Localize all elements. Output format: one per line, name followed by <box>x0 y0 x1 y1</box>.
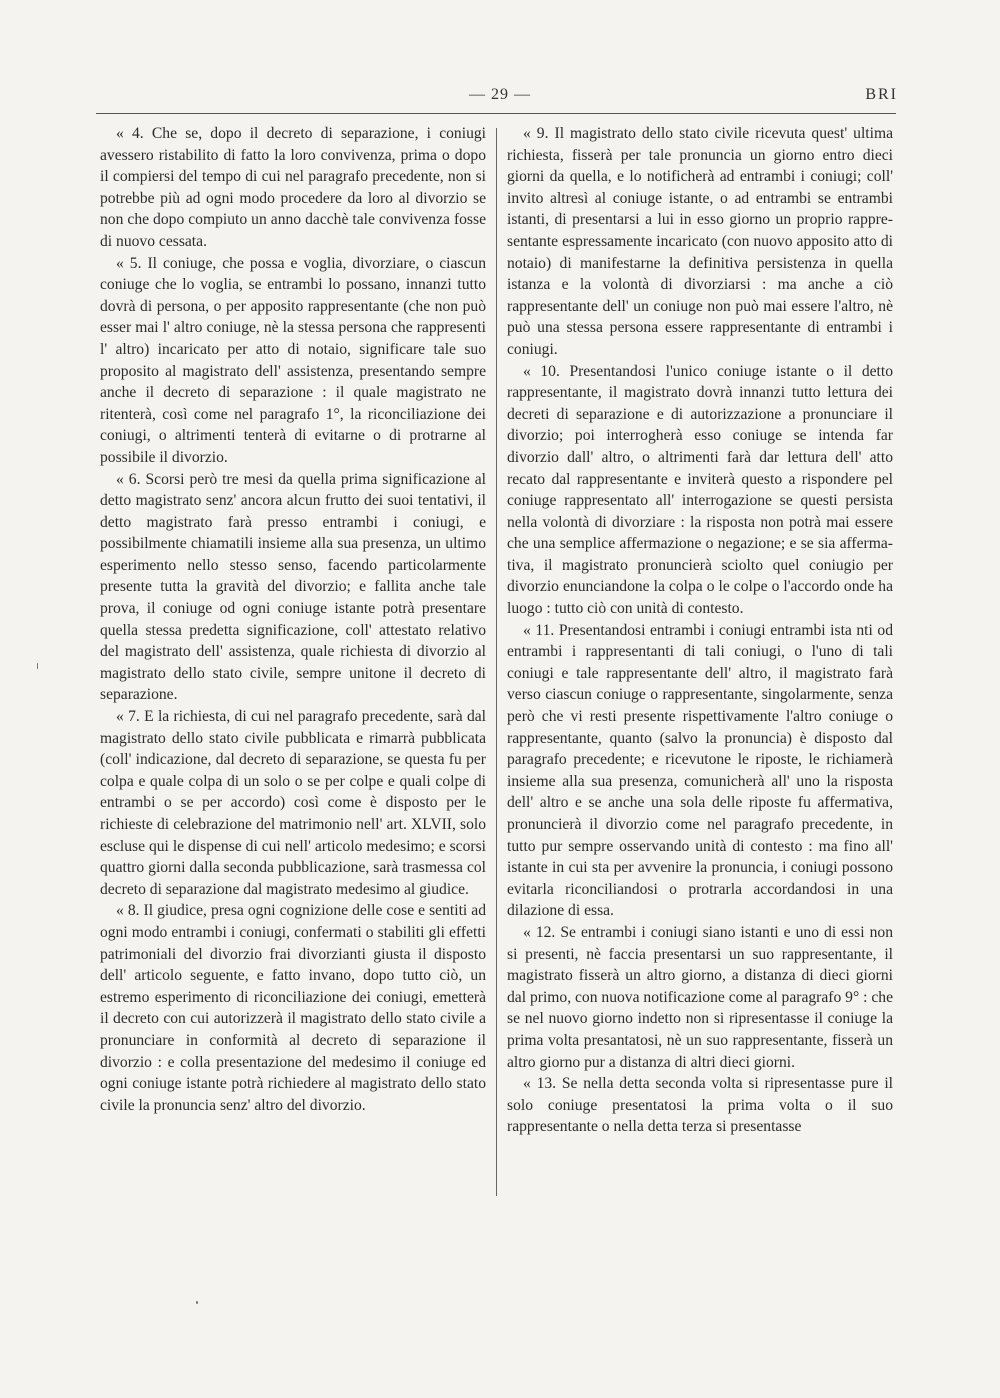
column-rule <box>496 128 497 1196</box>
header-rule <box>96 113 896 114</box>
paragraph-5: « 5. Il coniuge, che possa e voglia, divorziare, o ciascun coniuge che lo voglia, se entrambi lo possano, innanzi tutto dovrà di persona, o per apposito rappresentante (che non può esser mai l' altro coniuge, nè la stessa persona che rappresenti l' altro) incaricato per atto di notaio, significare tale suo proposito al magistrato dell' assistenza, presentando sempre anche il decreto di separazione : il quale magistrato ne ritenterà, così come nel paragrafo 1°, la riconciliazione dei coniugi, o altrimenti tenterà di evitarne o di protrarne al possibile il divorzio. <box>100 254 486 466</box>
paragraph-13: « 13. Se nella detta seconda volta si ripresentasse pure il solo coniuge presentatosi la prima volta o il suo rappresentante o nella detta terza si presentasse <box>507 1075 893 1136</box>
paragraph-12: « 12. Se entrambi i coniugi siano istanti e uno di essi non si presenti, nè faccia presentarsi un suo rappresentante, il magistrato fisserà un altro giorno, a distanza di dieci giorni dal primo, con nuova notificazione come al paragrafo 9° : che se nel nuovo giorno indetto non si ripresentasse il coniuge la prima volta presantatosi, nè un suo rappresentante, fisserà un altro giorno pur a distanza di altri dieci giorni. <box>507 923 893 1071</box>
paragraph-4: « 4. Che se, dopo il decreto di separazione, i coniugi avessero ristabilito di fatto la loro convivenza, prima o dopo il compiersi del tempo di cui nel paragrafo precedente, non si potrebbe più ad ogni modo procedere da loro al divorzio se non che dopo compiuto un anno dacchè tale convivenza fosse di nuovo cessata. <box>100 125 486 250</box>
paragraph-8: « 8. Il giudice, presa ogni cognizione delle cose e sentiti ad ogni modo entrambi i coniugi, confermati o stabiliti gli effetti patrimoniali del divorzio frai divorzianti giusta il disposto dell' articolo seguente, e fatto invano, dopo tutto ciò, un estremo esperimento di riconciliazione dei coniugi, emetterà il decreto con cui autorizzerà il magistrato dello stato civile a pronunciare in conformità al decreto di separazione il divorzio : e colla presentazione del medesimo il coniuge ed ogni coniuge istante potrà richiedere al magistrato dello stato civile la pronuncia senz' altro del divorzio. <box>100 902 486 1114</box>
left-column <box>100 123 486 1116</box>
running-head: BRI <box>865 86 898 103</box>
page-number: — 29 — <box>469 86 531 103</box>
paper-speck <box>37 663 38 669</box>
right-column <box>507 123 893 1138</box>
paper-speck <box>196 1301 198 1304</box>
paragraph-10: « 10. Presentandosi l'unico coniuge istante o il detto rappresentante, il magistrato dovrà innanzi tutto lettura dei decreti di separazione e di autorizzazione a pronunciare il divorzio; poi interrogherà esso coniuge se intenda far divorzio dall' altro, o altrimenti farà dar lettura dell' atto recato dal rappresentante e inviterà questo a rispondere pel coniuge rappresentato all' interrogazione se questi persista nella volontà di divorziare : la risposta non potrà mai essere che una semplice affermazione o negazione; e se sia affermativa, il magistrato pronuncierà sciolto quel coniugio per divorzio enunciandone la colpa o le colpe o l'accordo onde ha luogo : tutto ciò con unità di contesto. <box>507 362 893 618</box>
paragraph-11: « 11. Presentandosi entrambi i coniugi entrambi ista nti od entrambi i rappresentanti di tali coniugi, o l'uno di tali coniugi e tale rappresentante dell' altro, il magistrato farà verso ciascun coniuge o rappresentante, singolarmente, senza però che vi resti presente rispettivamente l'altro coniuge o rappresentante, quanto (salvo la pronuncia) è disposto dal paragrafo precedente; e ricevutone le riposte, le richiamerà insieme alla sua presenza, comunicherà all' uno la risposta dell' altro e se anche una sola delle riposte fu affermativa, pronuncierà il divorzio come nel paragrafo precedente, in tutto pur sempre osservando unità di contesto : ma fino all' istante in cui sta per avvenire la pronuncia, i coniugi possono evitarla riconciliandosi o protrarla accordandosi in una dilazione di essa. <box>507 621 893 920</box>
paragraph-6: « 6. Scorsi però tre mesi da quella prima significazione al detto magistrato senz' ancora alcun frutto dei suoi tentativi, il detto magistrato farà presso entrambi i coniugi, e possibilmente chiamatili insieme alla sua presenza, un ultimo esperimento nello stesso senso, facendo particolarmente presente tutta la gravità del divorzio; e fallita anche tale prova, il coniuge od ogni coniuge istante potrà presentare quella stessa predetta significazione, coll' attestato relativo del magistrato dell' assistenza, quale richiesta di divorzio al magistrato dello stato civile, sempre unitone il decreto di separazione. <box>100 470 486 704</box>
paragraph-9: « 9. Il magistrato dello stato civile ricevuta quest' ultima richiesta, fisserà per tale pronuncia un giorno entro dieci giorni da quella, e lo notificherà ad entrambi i coniugi; coll' invito altresì al coniuge istante, o ad entrambi se entrambi istanti, di presentarsi a lui in esso giorno un proprio rappresentante espressamente incaricato (con nuovo apposito atto di notaio) di manifestarne la definitiva persistenza in quella istanza e la volontà di divorziarsi : ma anche a ciò rappresentante dell' un coniuge non può mai essere l'altro, nè può una stessa persona essere rappresentante di entrambi i coniugi. <box>507 125 893 358</box>
paragraph-7: « 7. E la richiesta, di cui nel paragrafo precedente, sarà dal magistrato dello stato civile pubblicata e rimarrà pubblicata (coll' indicazione, dal decreto di separazione, se questa fu per colpa e quale colpa di un solo o se per colpe e quali colpe di entrambi o se per accordo) così come è disposto per le richieste di celebrazione del matrimonio nell' art. XLVII, solo escluse qui le dispense di cui nell' articolo medesimo; e scorsi quattro giorni dalla seconda pubblicazione, sarà trasmessa col decreto di separazione dal magistrato medesimo al giudice. <box>100 708 486 898</box>
